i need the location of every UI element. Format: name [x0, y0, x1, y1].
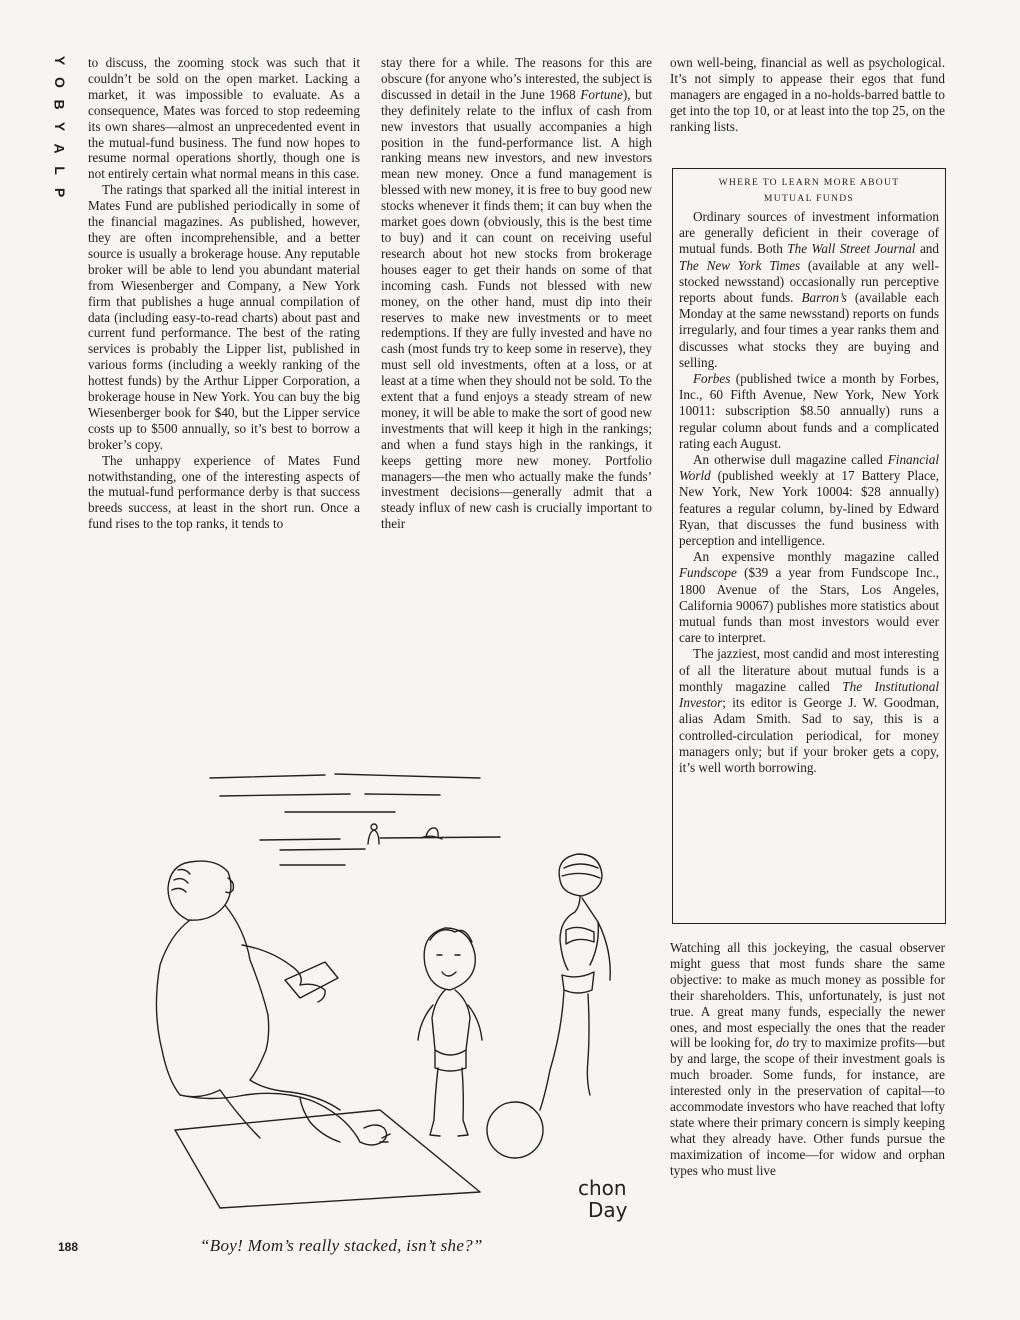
text-run: (published weekly at 17 Battery Place, New York, New York 10004: $28 annually) features a regular column, by-lined by Edward Ryan, that discusses the fund business with perception and intelligence. [679, 468, 939, 549]
boy-figure [418, 928, 482, 1136]
sea-lines [210, 774, 500, 865]
text-run: ; its editor is George J. W. Goodman, alias Adam Smith. Sad to say, this is a controlled-circulation periodical, for money managers only; but if your broker gets a copy, it’s well worth borrowing. [679, 695, 939, 775]
sidebar-heading [679, 175, 939, 207]
text-run: Ordinary sources of investment information are generally deficient in their coverage of mutual funds. Both [679, 209, 939, 257]
sidebar-box [672, 168, 946, 924]
sidebar-paragraph [679, 209, 939, 371]
signature [578, 1176, 628, 1222]
beach-ball [487, 1102, 543, 1158]
sidebar-paragraph [679, 549, 939, 646]
article-column-2 [381, 55, 652, 532]
publication-title: Barron’s [801, 290, 847, 306]
sidebar-paragraph [679, 646, 939, 776]
text-run: An expensive monthly magazine called [693, 549, 939, 565]
emphasis: do [775, 1035, 790, 1051]
text-run: try to maximize profits—but by and large, the scope of their investment goals is much broader. Some funds, for instance, are interested only in the preservation of capital—to accommodate investors who have reached that lofty state where their primary concern is simply keeping what they already have. Other funds pursue the maximization of income—for widow and orphan types who must live [670, 1035, 945, 1178]
text-run: (available each Monday at the same newsstand) reports on funds irregularly, and four times a year ranks them and discusses what stocks they are buying and selling. [679, 290, 939, 370]
mother-figure [540, 854, 610, 1110]
text-run: ), but they definitely relate to the influx of cash from new investors that usually accompanies a high position in the fund-performance list. A high ranking means new investors, and new investors mean new money. Once a fund management is blessed with new money, it is free to buy good new stocks whenever it finds them; it can buy when the market goes down (obviously, this is the best time to buy) and it can count on receiving useful research about hot new stocks from brokerage houses eager to get their hands on some of that incoming cash. Funds not blessed with new money, on the other hand, must dip into their reserves to make new investments or to meet redemptions. If they are fully invested and have no cash (most funds try to keep some in reserve), they must sell old investments, often at a loss, or at least at a time when they should not be sold. To the extent that a fund enjoys a steady stream of new money, it will be able to make the sort of good new investments that will keep it high in the rankings; and when a fund stays high in the rankings, it keeps getting more new money. Portfolio managers—the men who actually make the funds’ investment decisions—generally admit that a steady influx of new cash is crucially important to their [381, 86, 653, 532]
publication-title: The Wall Street Journal [787, 241, 916, 257]
article-column-1 [88, 55, 360, 532]
article-paragraph [670, 940, 945, 1179]
text-run: and [915, 241, 939, 257]
sidebar-heading-line: MUTUAL FUNDS [763, 193, 855, 204]
text-run: (available at any well-stocked newsstand) occasionally run perceptive reports about funds. [679, 257, 939, 306]
swimmers [368, 824, 442, 844]
article-column-3-top [670, 55, 945, 135]
father-figure [156, 861, 390, 1145]
cartoon-caption: “Boy! Mom’s really stacked, isn’t she?” [200, 1236, 483, 1255]
magazine-name-vertical [50, 50, 70, 204]
text-run: (published twice a month by Forbes, Inc., 60 Fifth Avenue, New York, New York 10011: subscription $8.50 annually) runs a regular column about funds and a complicated rating each August. [679, 371, 939, 451]
text-run: ($39 a year from Fundscope Inc., 1800 Avenue of the Stars, Los Angeles, California 90067) publishes more statistics about mutual funds than most investors would ever care to interpret. [679, 565, 939, 646]
article-paragraph: own well-being, financial as well as psychological. It’s not simply to appease their egos that fund managers are engaged in a no-holds-barred battle to get into the top 10, or at least into the top 25, on the ranking lists. [670, 55, 945, 134]
sidebar-paragraph [679, 452, 939, 549]
text-run: An otherwise dull magazine called [693, 452, 888, 468]
publication-title: Forbes [693, 371, 731, 387]
publication-title: Financial World [679, 452, 939, 484]
vertical-letter: P [52, 187, 68, 199]
cartoonist-signature-line: Day [588, 1198, 628, 1222]
article-column-3-bottom [670, 940, 945, 1179]
article-paragraph [381, 55, 652, 532]
page-number: 188 [58, 1240, 79, 1254]
vertical-letter: L [52, 166, 68, 176]
sidebar-heading-line: WHERE TO LEARN MORE ABOUT [718, 177, 900, 188]
publication-title: The New York Times [679, 257, 801, 273]
text-run: The jazziest, most candid and most interesting of all the literature about mutual funds is a monthly magazine called [679, 646, 939, 694]
vertical-letter: A [52, 143, 68, 155]
publication-title: The Institutional Investor [679, 678, 939, 711]
text-run: Watching all this jockeying, the casual observer might guess that most funds share the same objective: to make as much money as possible for their shareholders. This, unfortunately, is just not true. A great many funds, especially the newer ones, and most especially the ones that the reader will be looking for, [670, 940, 945, 1051]
beach-cartoon [150, 750, 640, 1225]
vertical-letter: O [51, 77, 68, 89]
publication-title: Fundscope [679, 565, 737, 581]
article-paragraph: to discuss, the zooming stock was such that it couldn’t be sold on the open market. Lacking a market, it was impossible to evaluate. As a consequence, Mates was forced to stop redeeming its own shares—almost an unprecedented event in the mutual-fund business. The fund now hopes to resume normal operations shortly, though one is not entirely certain what normal means in this case. [88, 55, 360, 182]
vertical-letter: Y [52, 121, 68, 133]
vertical-letter: Y [52, 55, 68, 67]
text-run: stay there for a while. The reasons for this are obscure (for anyone who’s interested, the subject is discussed in detail in the June 1968 [381, 55, 652, 102]
article-paragraph: The unhappy experience of Mates Fund notwithstanding, one of the interesting aspects of the mutual-fund performance derby is that success breeds success, at least in the short run. Once a fund rises to the top ranks, it tends to [88, 452, 360, 532]
article-paragraph: The ratings that sparked all the initial interest in Mates Fund are published periodically in some of the financial magazines. As published, however, they are often incomprehensible, and a better source is usually a brokerage house. Any reputable broker will be able to lend you abundant material from Wiesenberger and Company, a New York firm that publishes a huge annual compilation of data (including easy-to-read charts) about past and current fund performance. The best of the rating services is probably the Lipper list, published in various forms (including a weekly ranking of the hottest funds) by the Arthur Lipper Corporation, a brokerage house in New York. You can buy the big Wiesenberger book for $40, but the Lipper service costs up to $500 annually, so it’s best to borrow a broker’s copy. [88, 182, 360, 452]
vertical-letter: B [52, 99, 68, 111]
cartoonist-signature-line: chon [578, 1176, 627, 1200]
publication-title: Fortune [580, 86, 623, 102]
sidebar-paragraph [679, 371, 939, 452]
beach-towel [175, 1110, 480, 1208]
